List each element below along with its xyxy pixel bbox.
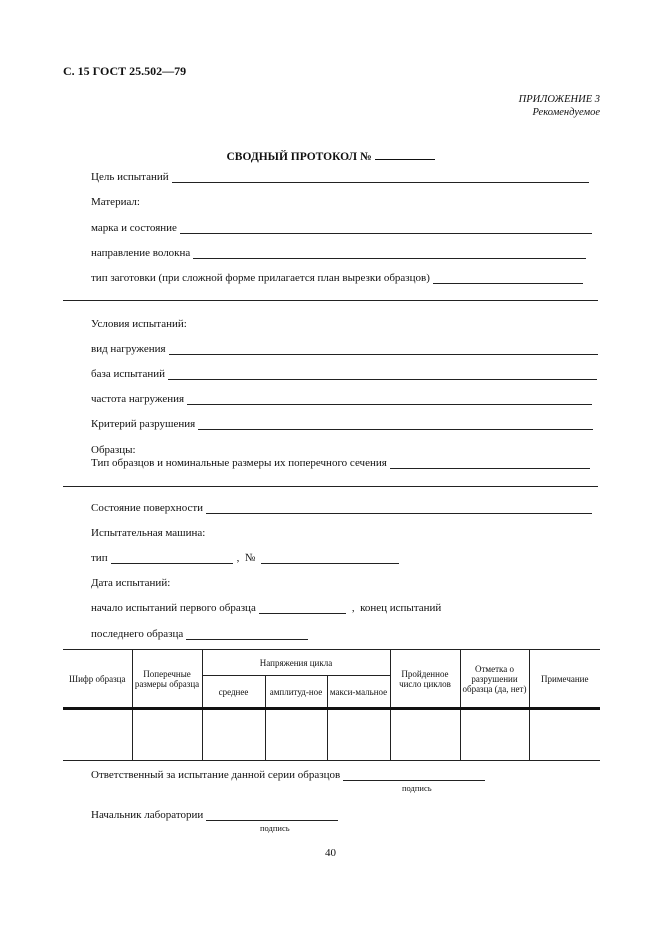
signature-caption-2: подпись — [260, 823, 290, 833]
table-cell — [63, 709, 132, 761]
purpose-blank — [172, 172, 589, 183]
test-base-label: база испытаний — [91, 368, 165, 380]
start-blank — [259, 603, 346, 614]
table-cell — [265, 709, 327, 761]
machine-type-row: тип , № — [91, 552, 399, 564]
purpose-label: Цель испытаний — [91, 171, 169, 183]
machine-type-blank — [111, 553, 233, 564]
load-type-label: вид нагружения — [91, 343, 166, 355]
table-cell — [390, 709, 460, 761]
table-cell — [132, 709, 202, 761]
appendix-title: ПРИЛОЖЕНИЕ 3 — [518, 94, 600, 105]
criterion-row — [91, 418, 593, 430]
appendix-block — [519, 93, 600, 119]
test-base-blank — [168, 369, 597, 380]
protocol-title-text: СВОДНЫЙ ПРОТОКОЛ № — [226, 151, 372, 163]
machine-no-label: № — [244, 552, 256, 564]
responsible-label: Ответственный за испытание данной серии образцов — [91, 769, 341, 781]
last-specimen-blank — [186, 629, 308, 640]
purpose-row — [91, 171, 589, 183]
specimen-type-blank — [390, 458, 590, 469]
results-table — [63, 649, 600, 761]
specimen-type-row — [91, 457, 590, 469]
blank-type-blank — [433, 273, 583, 284]
signature-caption-1: подпись — [402, 783, 432, 793]
specimen-type-label: Тип образцов и номинальные размеры их поперечного сечения — [91, 457, 387, 469]
lab-head-signature-blank — [206, 810, 338, 821]
page-header: С. 15 ГОСТ 25.502—79 — [63, 64, 187, 78]
lab-head-row — [91, 809, 338, 821]
last-specimen-label: последнего образца — [91, 628, 184, 640]
blank-type-label: тип заготовки (при сложной форме прилагается план вырезки образцов) — [91, 272, 430, 284]
lab-head-label: Начальник лаборатории — [91, 809, 204, 821]
dates-label: Дата испытаний: — [91, 577, 171, 589]
col-ampl-header: амплитуд-ное — [265, 676, 327, 709]
surface-label: Состояние поверхности — [91, 502, 204, 514]
test-base-row — [91, 368, 597, 380]
fiber-label: направление волокна — [91, 247, 191, 259]
fiber-blank — [193, 248, 586, 259]
last-specimen-row — [91, 628, 308, 640]
col-note-header: Примечание — [529, 650, 600, 709]
col-dims-header: Поперечные размеры образца — [132, 650, 202, 709]
conditions-row — [91, 318, 187, 330]
frequency-blank — [187, 394, 592, 405]
criterion-label: Критерий разрушения — [91, 418, 196, 430]
grade-blank — [180, 223, 592, 234]
col-cycles-header: Пройденное число циклов — [390, 650, 460, 709]
surface-row — [91, 502, 592, 514]
specimens-row — [91, 444, 136, 456]
fiber-row — [91, 247, 586, 259]
protocol-title — [0, 148, 661, 163]
page-number: 40 — [325, 847, 336, 859]
conditions-label: Условия испытаний: — [91, 318, 187, 330]
load-type-blank — [169, 344, 598, 355]
end-label: конец испытаний — [360, 602, 442, 614]
grade-row — [91, 222, 592, 234]
blank-type-row — [91, 272, 583, 284]
col-max-header: макси-мальное — [327, 676, 390, 709]
specimens-label: Образцы: — [91, 444, 136, 456]
machine-row — [91, 527, 205, 539]
table-cell — [327, 709, 390, 761]
surface-blank — [206, 503, 592, 514]
start-label: начало испытаний первого образца — [91, 602, 256, 614]
frequency-row — [91, 393, 592, 405]
machine-label: Испытательная машина: — [91, 527, 206, 539]
criterion-blank — [198, 419, 593, 430]
table-row — [63, 709, 600, 761]
material-label: Материал: — [91, 196, 140, 208]
col-stress-header: Напряжения цикла — [202, 650, 390, 676]
frequency-label: частота нагружения — [91, 393, 185, 405]
table-cell — [460, 709, 529, 761]
blank-type-continuation-line — [63, 300, 598, 301]
load-type-row — [91, 343, 598, 355]
col-failure-header: Отметка о разрушении образца (да, нет) — [460, 650, 529, 709]
specimen-type-continuation-line — [63, 486, 598, 487]
material-row — [91, 196, 140, 208]
grade-label: марка и состояние — [91, 222, 177, 234]
table-cell — [202, 709, 265, 761]
col-code-header: Шифр образца — [63, 650, 132, 709]
protocol-number-blank — [375, 148, 435, 160]
start-row: начало испытаний первого образца , конец испытаний — [91, 602, 442, 614]
dates-row — [91, 577, 170, 589]
responsible-row — [91, 769, 485, 781]
machine-no-blank — [261, 553, 399, 564]
machine-type-label: тип — [91, 552, 108, 564]
col-mean-header: среднее — [202, 676, 265, 709]
responsible-signature-blank — [343, 770, 485, 781]
appendix-status: Рекомендуемое — [532, 107, 600, 118]
table-cell — [529, 709, 600, 761]
